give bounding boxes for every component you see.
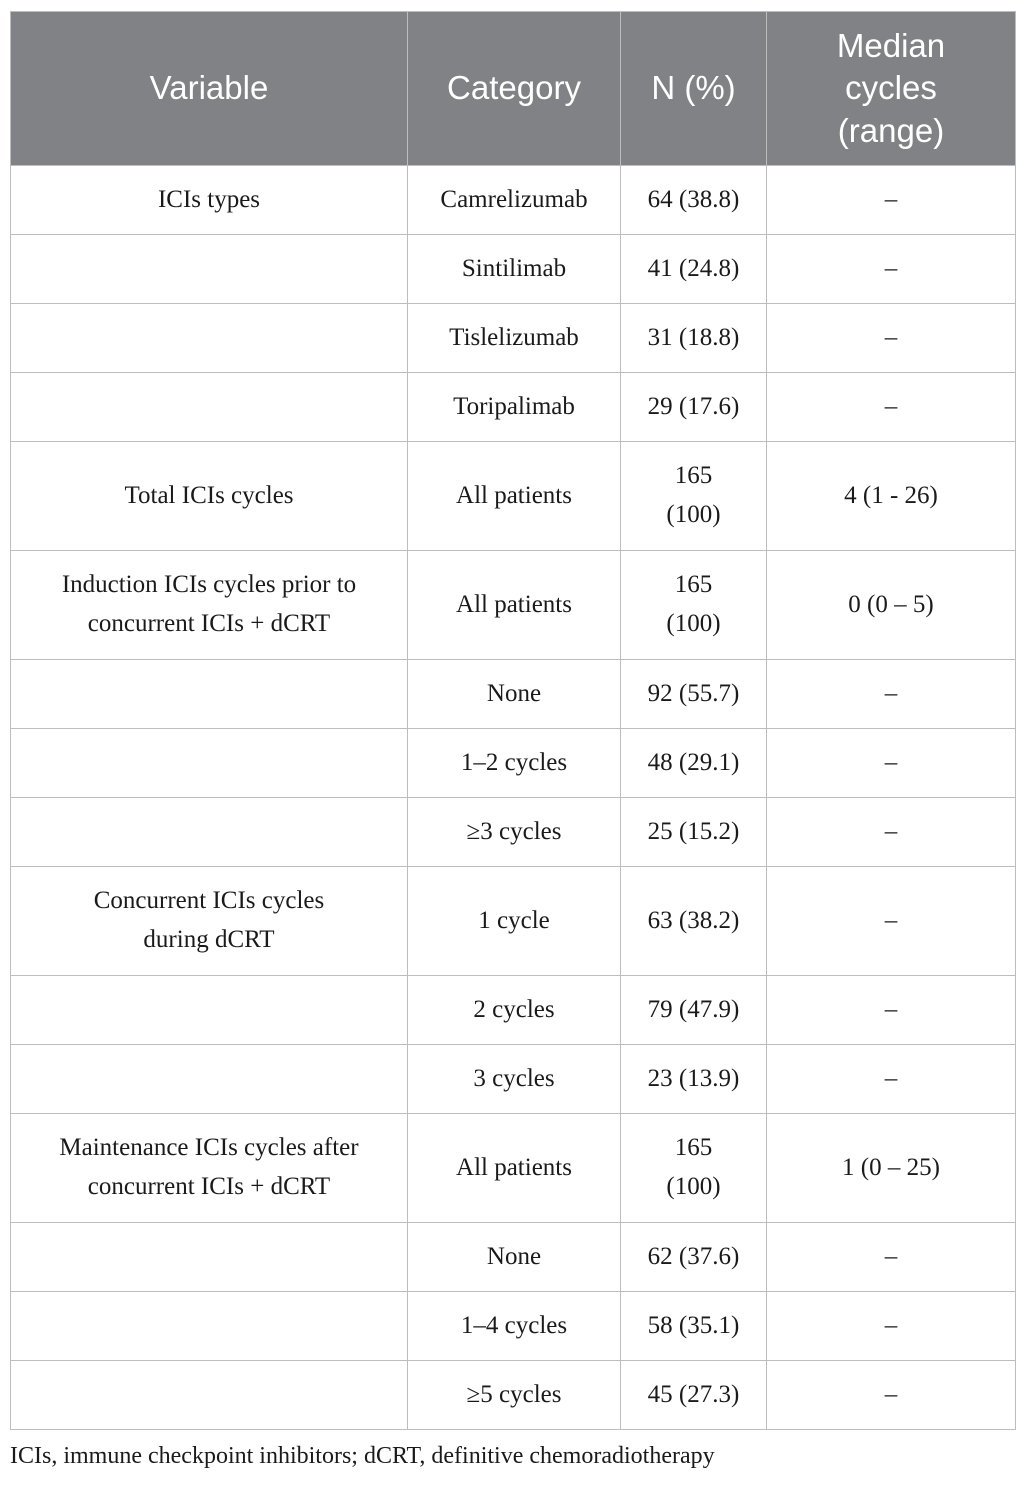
- cell-median: –: [767, 1361, 1016, 1430]
- cell-median: –: [767, 373, 1016, 442]
- cell-variable: Total ICIs cycles: [11, 442, 408, 551]
- cell-n: 165 (100): [621, 1114, 767, 1223]
- table-row: [11, 660, 1016, 729]
- cell-n: 31 (18.8): [621, 304, 767, 373]
- table-row: [11, 867, 1016, 976]
- table-row: [11, 235, 1016, 304]
- table-row: [11, 442, 1016, 551]
- cell-n: 165 (100): [621, 442, 767, 551]
- cell-variable: [11, 1292, 408, 1361]
- table-row: [11, 304, 1016, 373]
- cell-median: –: [767, 976, 1016, 1045]
- table-row: [11, 798, 1016, 867]
- cell-category: 1–4 cycles: [408, 1292, 621, 1361]
- cell-category: Sintilimab: [408, 235, 621, 304]
- cell-n: 48 (29.1): [621, 729, 767, 798]
- cell-category: ≥3 cycles: [408, 798, 621, 867]
- cell-category: All patients: [408, 1114, 621, 1223]
- cell-variable: [11, 976, 408, 1045]
- cell-variable: [11, 660, 408, 729]
- cell-variable: [11, 304, 408, 373]
- cell-n: 165 (100): [621, 551, 767, 660]
- cell-variable: [11, 1361, 408, 1430]
- cell-median: –: [767, 1292, 1016, 1361]
- cell-median: 0 (0 – 5): [767, 551, 1016, 660]
- cell-n: 25 (15.2): [621, 798, 767, 867]
- header-n-percent: N (%): [621, 12, 767, 166]
- cell-n: 58 (35.1): [621, 1292, 767, 1361]
- cell-n: 45 (27.3): [621, 1361, 767, 1430]
- table-row: [11, 729, 1016, 798]
- cell-median: –: [767, 729, 1016, 798]
- table-row: [11, 1292, 1016, 1361]
- header-median-cycles: Median cycles (range): [767, 12, 1016, 166]
- cell-category: ≥5 cycles: [408, 1361, 621, 1430]
- cell-category: None: [408, 1223, 621, 1292]
- cell-variable: [11, 1223, 408, 1292]
- header-category: Category: [408, 12, 621, 166]
- cell-variable: Concurrent ICIs cycles during dCRT: [11, 867, 408, 976]
- cell-median: 4 (1 - 26): [767, 442, 1016, 551]
- cell-variable: [11, 798, 408, 867]
- table-row: [11, 1223, 1016, 1292]
- cell-variable: Induction ICIs cycles prior to concurrent ICIs + dCRT: [11, 551, 408, 660]
- cell-variable: ICIs types: [11, 166, 408, 235]
- table-row: [11, 373, 1016, 442]
- cell-category: All patients: [408, 551, 621, 660]
- cell-category: 3 cycles: [408, 1045, 621, 1114]
- cell-category: Tislelizumab: [408, 304, 621, 373]
- cell-n: 29 (17.6): [621, 373, 767, 442]
- cell-median: 1 (0 – 25): [767, 1114, 1016, 1223]
- cell-category: Camrelizumab: [408, 166, 621, 235]
- cell-n: 62 (37.6): [621, 1223, 767, 1292]
- cell-variable: [11, 729, 408, 798]
- cell-n: 41 (24.8): [621, 235, 767, 304]
- table-row: [11, 551, 1016, 660]
- table-row: [11, 1114, 1016, 1223]
- cell-n: 63 (38.2): [621, 867, 767, 976]
- cell-median: –: [767, 1045, 1016, 1114]
- cell-variable: [11, 235, 408, 304]
- cell-category: All patients: [408, 442, 621, 551]
- cell-n: 64 (38.8): [621, 166, 767, 235]
- cell-median: –: [767, 235, 1016, 304]
- table-row: [11, 976, 1016, 1045]
- cell-category: 1 cycle: [408, 867, 621, 976]
- table-row: [11, 1361, 1016, 1430]
- table-row: [11, 1045, 1016, 1114]
- cell-median: –: [767, 1223, 1016, 1292]
- cell-median: –: [767, 660, 1016, 729]
- cell-category: None: [408, 660, 621, 729]
- cell-n: 79 (47.9): [621, 976, 767, 1045]
- header-variable: Variable: [11, 12, 408, 166]
- cell-median: –: [767, 798, 1016, 867]
- cell-n: 92 (55.7): [621, 660, 767, 729]
- cell-variable: Maintenance ICIs cycles after concurrent ICIs + dCRT: [11, 1114, 408, 1223]
- table-row: [11, 166, 1016, 235]
- cell-n: 23 (13.9): [621, 1045, 767, 1114]
- cell-median: –: [767, 166, 1016, 235]
- cell-category: 2 cycles: [408, 976, 621, 1045]
- cell-variable: [11, 1045, 408, 1114]
- cell-variable: [11, 373, 408, 442]
- header-row: [11, 12, 1016, 166]
- cell-category: 1–2 cycles: [408, 729, 621, 798]
- cell-median: –: [767, 867, 1016, 976]
- cell-median: –: [767, 304, 1016, 373]
- cell-category: Toripalimab: [408, 373, 621, 442]
- table-footnote: ICIs, immune checkpoint inhibitors; dCRT, definitive chemoradiotherapy: [10, 1443, 715, 1469]
- data-table: [10, 11, 1016, 1430]
